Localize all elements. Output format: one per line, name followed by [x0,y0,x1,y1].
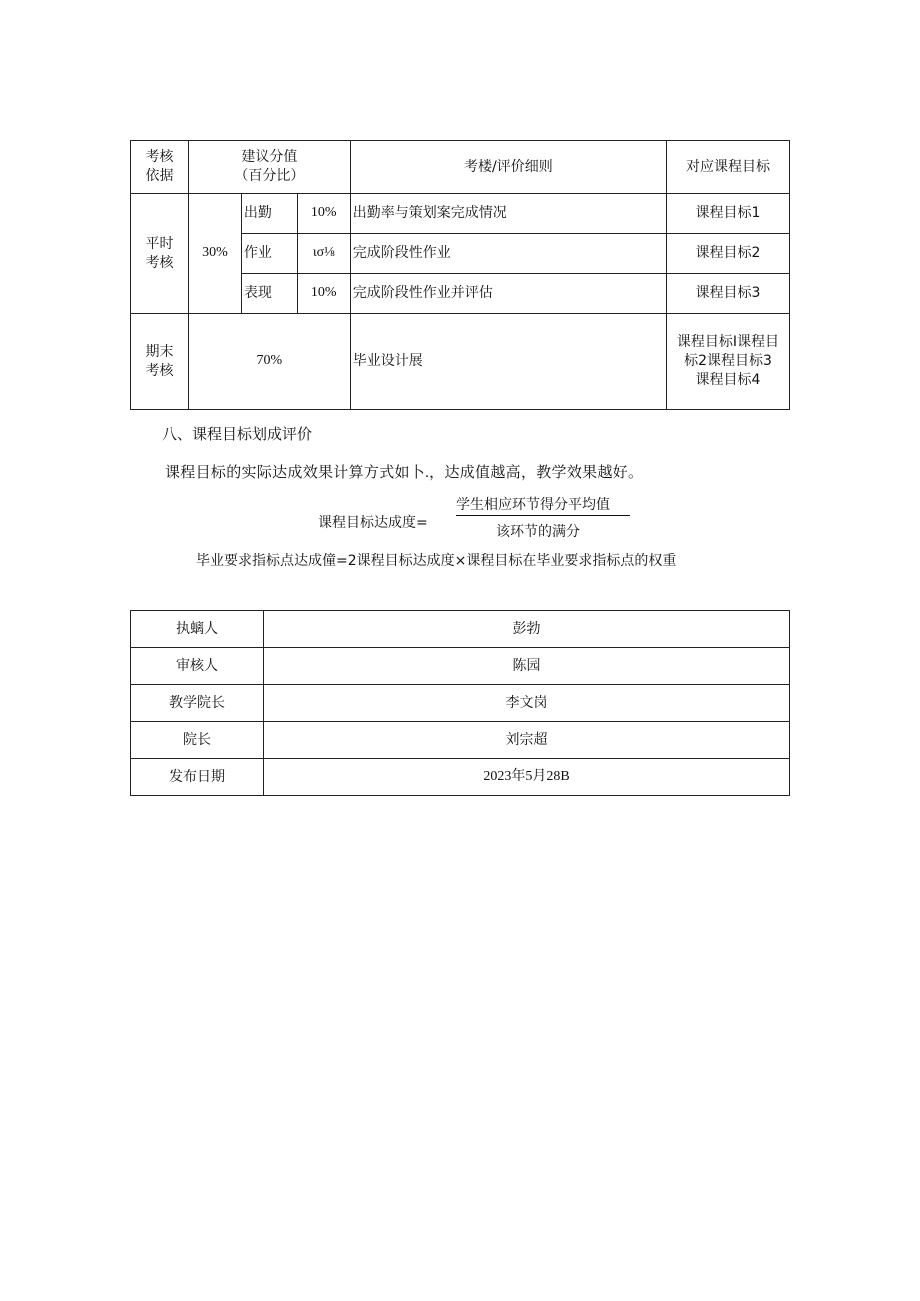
sign-value: 陈园 [264,648,790,685]
item-name: 表现 [241,274,297,314]
table-row [131,722,790,759]
item-rule: 完成阶段性作业 [350,234,666,274]
item-percent: 10% [297,274,350,314]
final-percent: 70% [188,314,350,410]
sign-value: 彭勃 [264,611,790,648]
regular-label: 平时考核 [131,194,189,314]
formula1-denominator: 该环节的满分 [496,524,580,540]
item-percent: ισ⅛ [297,234,350,274]
section-title: 八、课程目标划成评价 [162,425,313,443]
item-name: 出勤 [241,194,297,234]
sign-key: 院长 [131,722,264,759]
formula1-label: 课程目标达成度= [318,515,428,531]
assessment-table [130,140,790,410]
sign-table [130,610,790,796]
table-row [131,759,790,796]
item-rule: 出勤率与策划案完成情况 [350,194,666,234]
item-target: 课程目标1 [667,194,790,234]
final-label: 期末考核 [131,314,189,410]
table-row [131,611,790,648]
fraction-line [456,515,630,516]
item-name: 作业 [241,234,297,274]
table-row [131,685,790,722]
formula2: 毕业要求指标点达成僮=2课程目标达成度×课程目标在毕业要求指标点的权重 [196,553,677,569]
sign-value: 2023年5月28B [264,759,790,796]
sign-key: 发布日期 [131,759,264,796]
item-target: 课程目标3 [667,274,790,314]
item-rule: 完成阶段性作业并评估 [350,274,666,314]
section-paragraph: 课程目标的实际达成效果计算方式如卜.，达成值越高，教学效果越好。 [165,465,644,481]
header-basis: 考核依据 [131,141,189,194]
sign-value: 刘宗超 [264,722,790,759]
final-target-line2: 课程目标4 [695,372,761,388]
header-target: 对应课程目标 [667,141,790,194]
header-suggested-score: 建议分值（百分比） [188,141,350,194]
header-rules: 考楼/评价细则 [350,141,666,194]
item-target: 课程目标2 [667,234,790,274]
sign-key: 执螭人 [131,611,264,648]
sign-key: 教学院长 [131,685,264,722]
final-target [667,314,790,410]
formula1-numerator: 学生相应环节得分平均值 [456,497,610,513]
final-target-line1: 课程目标I课程目标2课程目标3 [676,334,780,369]
sign-key: 审核人 [131,648,264,685]
regular-total: 30% [188,194,241,314]
item-percent: 10% [297,194,350,234]
sign-value: 李文岗 [264,685,790,722]
table-row [131,648,790,685]
final-rule: 毕业设计展 [350,314,666,410]
